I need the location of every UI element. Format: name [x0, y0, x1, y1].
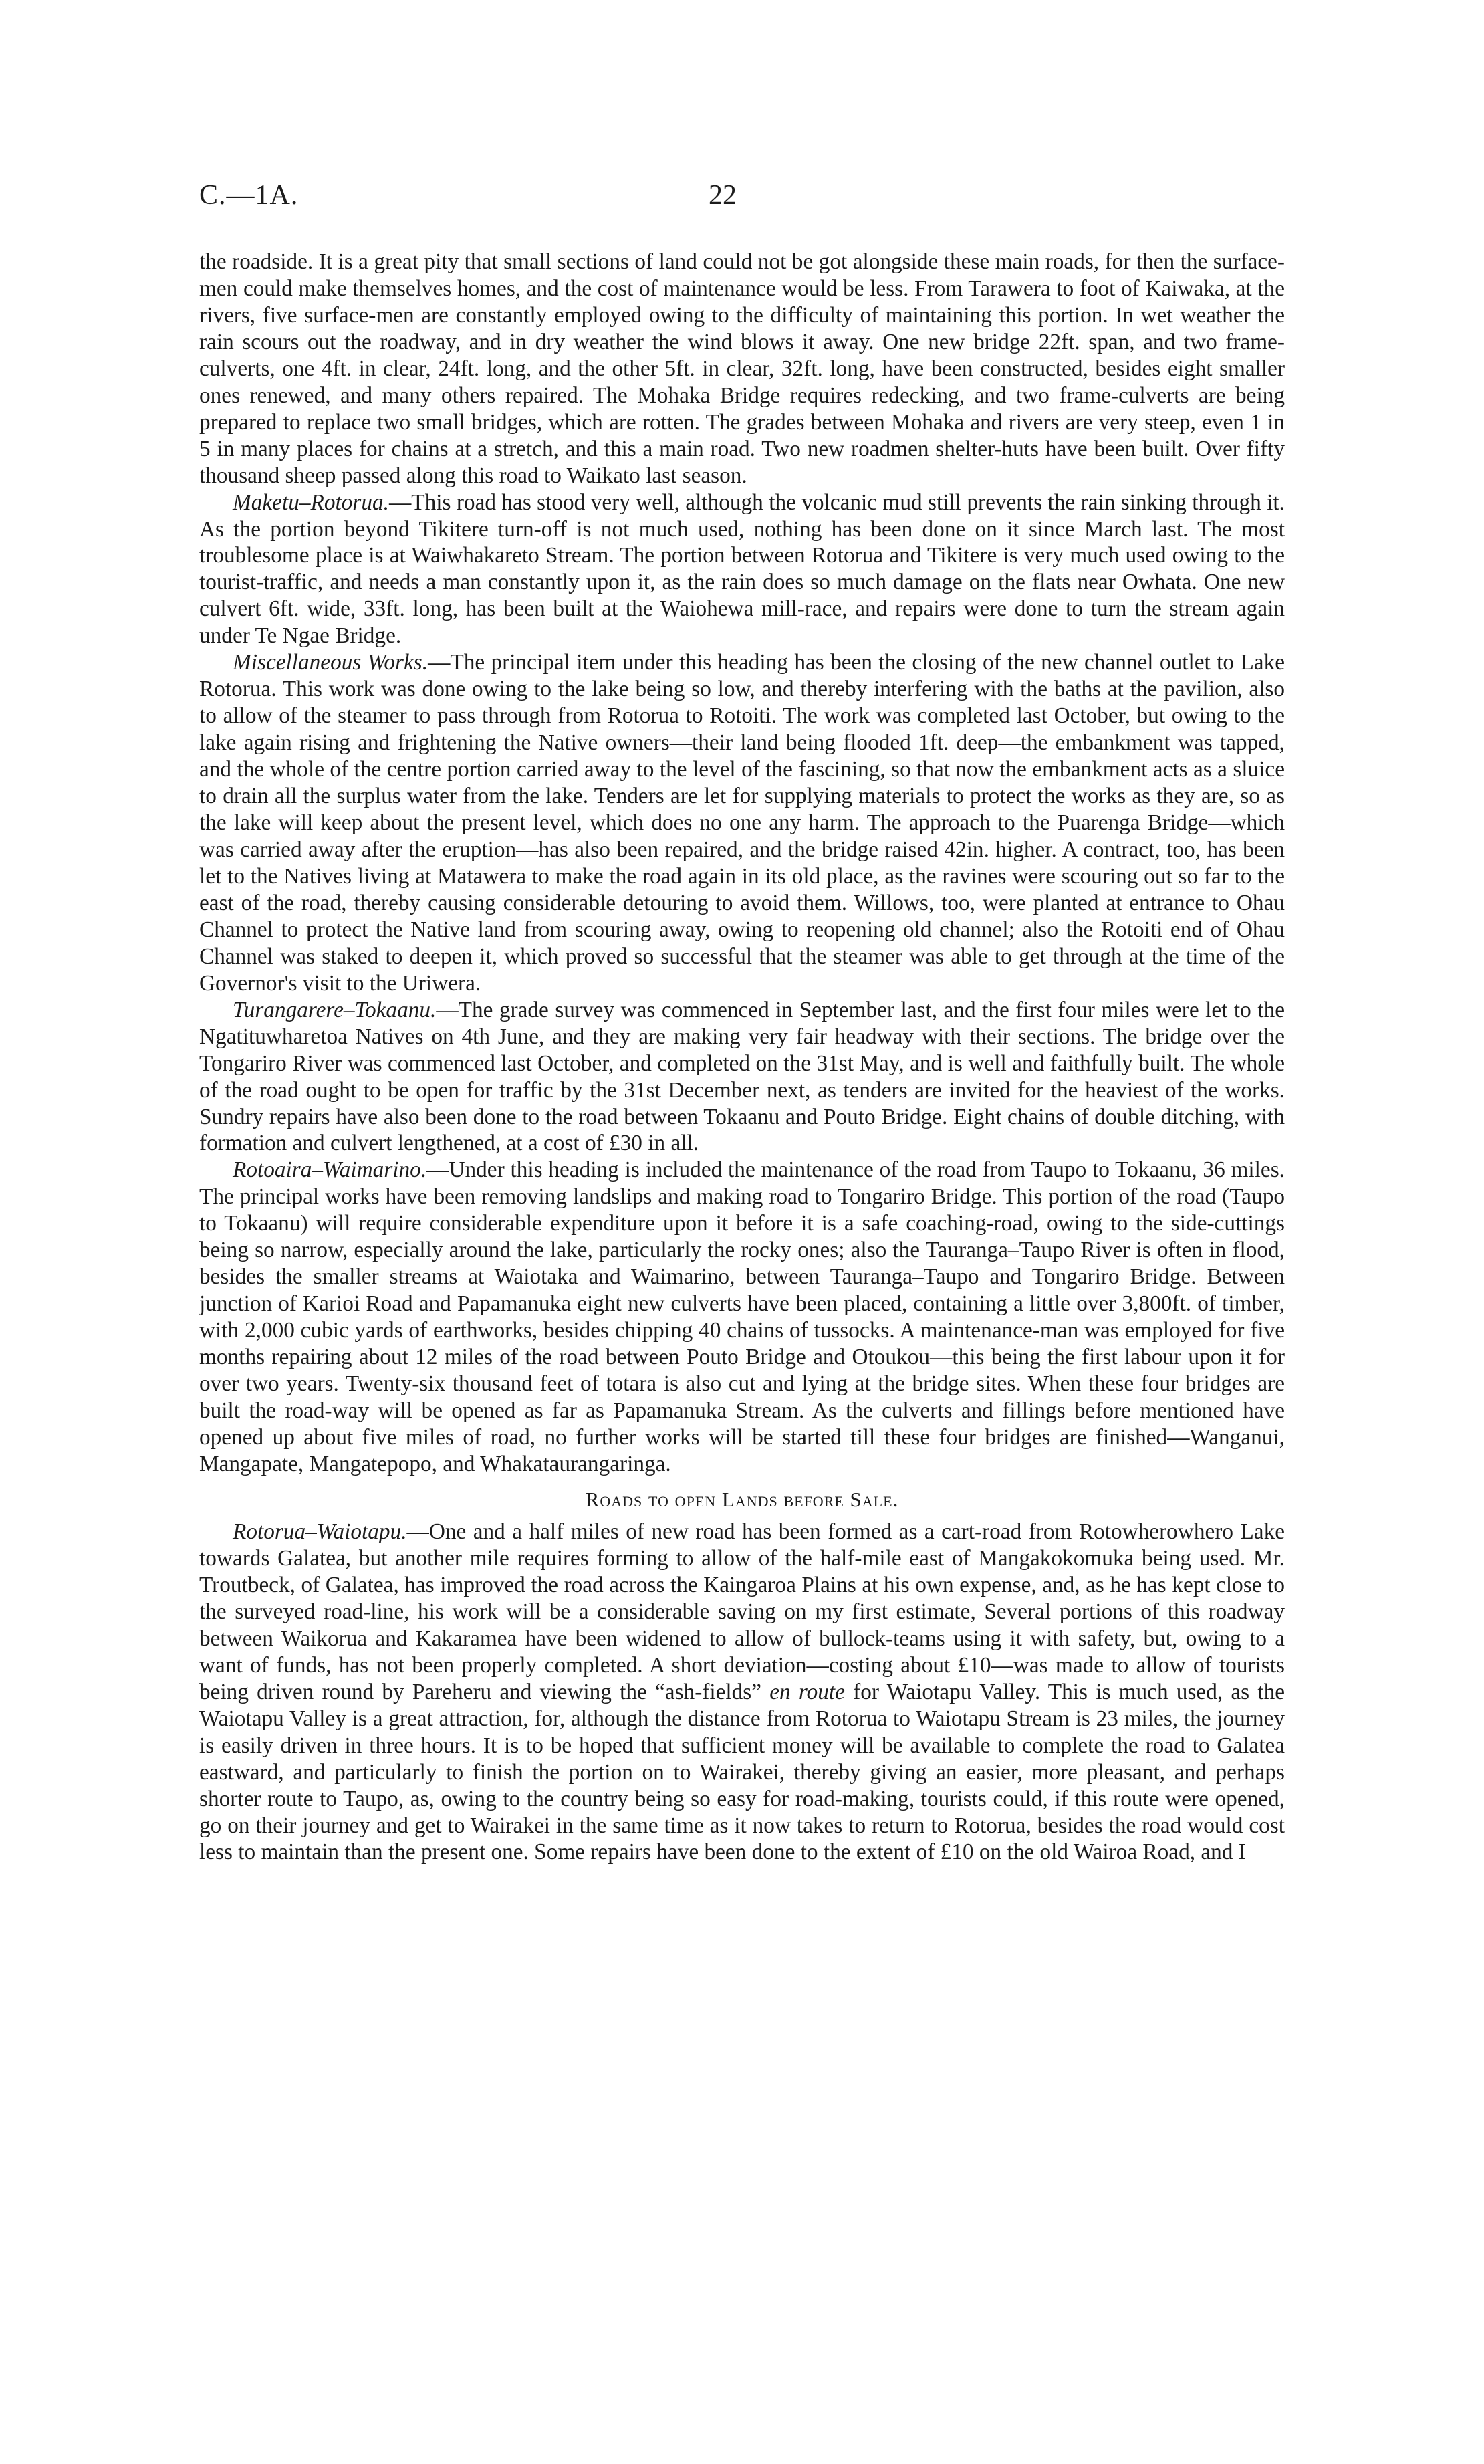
paragraph	[199, 997, 1285, 1157]
run-in-heading: Maketu–Rotorua.	[233, 489, 389, 515]
paragraph	[199, 249, 1285, 489]
section-heading: Roads to open Lands before Sale.	[585, 1487, 899, 1511]
run-in-heading: Rotorua–Waiotapu.	[233, 1519, 407, 1545]
paragraph	[199, 1157, 1285, 1477]
paragraph	[199, 489, 1285, 650]
run-in-heading: Rotoaira–Waimarino.	[233, 1157, 427, 1183]
paragraph-text: the roadside. It is a great pity that small sections of land could not be got alongside these main roads, for then the surface-men could make themselves homes, and the cost of maintenance would be less. From Tarawera to foot of Kaiwaka, at the rivers, five surface-men are constantly employed owing to the difficulty of maintaining this portion. In wet weather the rain scours out the roadway, and in dry weather the wind blows it away. One new bridge 22ft. span, and two frame-culverts, one 4ft. in clear, 24ft. long, and the other 5ft. in clear, 32ft. long, have been constructed, besides eight smaller ones renewed, and many others repaired. The Mohaka Bridge requires redecking, and two frame-culverts are being prepared to replace two small bridges, which are rotten. The grades between Mohaka and rivers are very steep, even 1 in 5 in many places for chains at a stretch, and this a main road. Two new roadmen shelter-huts have been built. Over fifty thousand sheep passed along this road to Waikato last season.	[199, 249, 1285, 488]
page-number: 22	[709, 180, 737, 211]
paragraph	[199, 649, 1285, 996]
paragraph	[199, 1519, 1285, 1866]
paragraph-text: for Waiotapu Valley. This is much used, as the Waiotapu Valley is a great attraction, for, although the distance from Rotorua to Waiotapu Stream is 23 miles, the journey is easily driven in three hours. It is to be hoped that sufficient money will be available to complete the road to Galatea eastward, and particularly to finish the portion on to Wairakei, thereby giving an easier, more pleasant, and perhaps shorter route to Taupo, as, owing to the country being so easy for road-making, tourists could, if this route were opened, go on their journey and get to Wairakei in the same time as it now takes to return to Rotorua, besides the road would cost less to maintain than the present one. Some repairs have been done to the extent of £10 on the old Wairoa Road, and I	[199, 1679, 1285, 1865]
run-in-heading: Turangarere–Tokaanu.	[233, 997, 437, 1022]
body-text	[199, 249, 1285, 1866]
paragraph-text: —One and a half miles of new road has been formed as a cart-road from Rotowherowhero Lake towards Galatea, but another mile requires forming to allow of the half-mile east of Mangakokomuka being used. Mr. Troutbeck, of Galatea, has improved the road across the Kaingaroa Plains at his own expense, and, as he has kept close to the surveyed road-line, his work will be a considerable saving on my first estimate, Several portions of this roadway between Waikorua and Kakaramea have been widened to allow of bullock-teams using it with safety, but, owing to a want of funds, has not been properly completed. A short deviation—costing about £10—was made to allow of tourists being driven round by Pareheru and viewing the “ash-fields”	[199, 1519, 1285, 1704]
run-in-heading: Miscellaneous Works.	[233, 650, 428, 675]
paragraph-text: —This road has stood very well, although the volcanic mud still prevents the rain sinking through it. As the portion beyond Tikitere turn-off is not much used, nothing has been done on it since March last. The most troublesome place is at Waiwhakareto Stream. The portion between Rotorua and Tikitere is very much used owing to the tourist-traffic, and needs a man constantly upon it, as the rain does so much damage on the flats near Owhata. One new culvert 6ft. wide, 33ft. long, has been built at the Waiohewa mill-race, and repairs were done to turn the stream again under Te Ngae Bridge.	[199, 489, 1285, 649]
document-reference: C.—1A.	[199, 180, 299, 211]
italic-phrase: en route	[769, 1679, 845, 1704]
page-header	[199, 179, 1283, 219]
paragraph-text: —Under this heading is included the maintenance of the road from Taupo to Tokaanu, 36 miles. The principal works have been removing landslips and making road to Tongariro Bridge. This portion of the road (Taupo to Tokaanu) will require considerable expenditure upon it before it is a safe coaching-road, owing to the side-cuttings being so narrow, especially around the lake, particularly the rocky ones; also the Tauranga–Taupo River is often in flood, besides the smaller streams at Waiotaka and Waimarino, between Tauranga–Taupo and Tongariro Bridge. Between junction of Karioi Road and Papamanuka eight new culverts have been placed, containing a little over 3,800ft. of timber, with 2,000 cubic yards of earthworks, besides chipping 40 chains of tussocks. A maintenance-man was employed for five months repairing about 12 miles of the road between Pouto Bridge and Otoukou—this being the first labour upon it for over two years. Twenty-six thousand feet of totara is also cut and lying at the bridge sites. When these four bridges are built the road-way will be opened as far as Papamanuka Stream. As the culverts and fillings before mentioned have opened up about five miles of road, no further works will be started till these four bridges are finished—Wanganui, Mangapate, Mangatepopo, and Whakataurangaringa.	[199, 1157, 1285, 1476]
paragraph-text: —The principal item under this heading has been the closing of the new channel outlet to Lake Rotorua. This work was done owing to the lake being so low, and thereby interfering with the baths at the pavilion, also to allow of the steamer to pass through from Rotorua to Rotoiti. The work was completed last October, but owing to the lake again rising and frightening the Native owners—their land being flooded 1ft. deep—the embankment was tapped, and the whole of the centre portion carried away to the level of the fascining, so that now the embankment acts as a sluice to drain all the surplus water from the lake. Tenders are let for supplying materials to protect the works as they are, so as the lake will keep about the present level, which does no one any harm. The approach to the Puarenga Bridge—which was carried away after the eruption—has also been repaired, and the bridge raised 42in. higher. A contract, too, has been let to the Natives living at Matawera to make the road again in its old place, as the ravines were scouring out so far to the east of the road, thereby causing considerable detouring to avoid them. Willows, too, were planted at entrance to Ohau Channel to protect the Native land from scouring away, owing to reopening old channel; also the Rotoiti end of Ohau Channel was staked to deepen it, which proved so successful that the steamer was able to get through at the time of the Governor's visit to the Uriwera.	[199, 650, 1285, 996]
paragraph-text: —The grade survey was commenced in September last, and the first four miles were let to the Ngatituwharetoa Natives on 4th June, and they are making very fair headway with their sections. The bridge over the Tongariro River was commenced last October, and completed on the 31st May, and is well and faithfully built. The whole of the road ought to be open for traffic by the 31st December next, as tenders are invited for the heaviest of the works. Sundry repairs have also been done to the road between Tokaanu and Pouto Bridge. Eight chains of double ditching, with formation and culvert lengthened, at a cost of £30 in all.	[199, 997, 1285, 1156]
